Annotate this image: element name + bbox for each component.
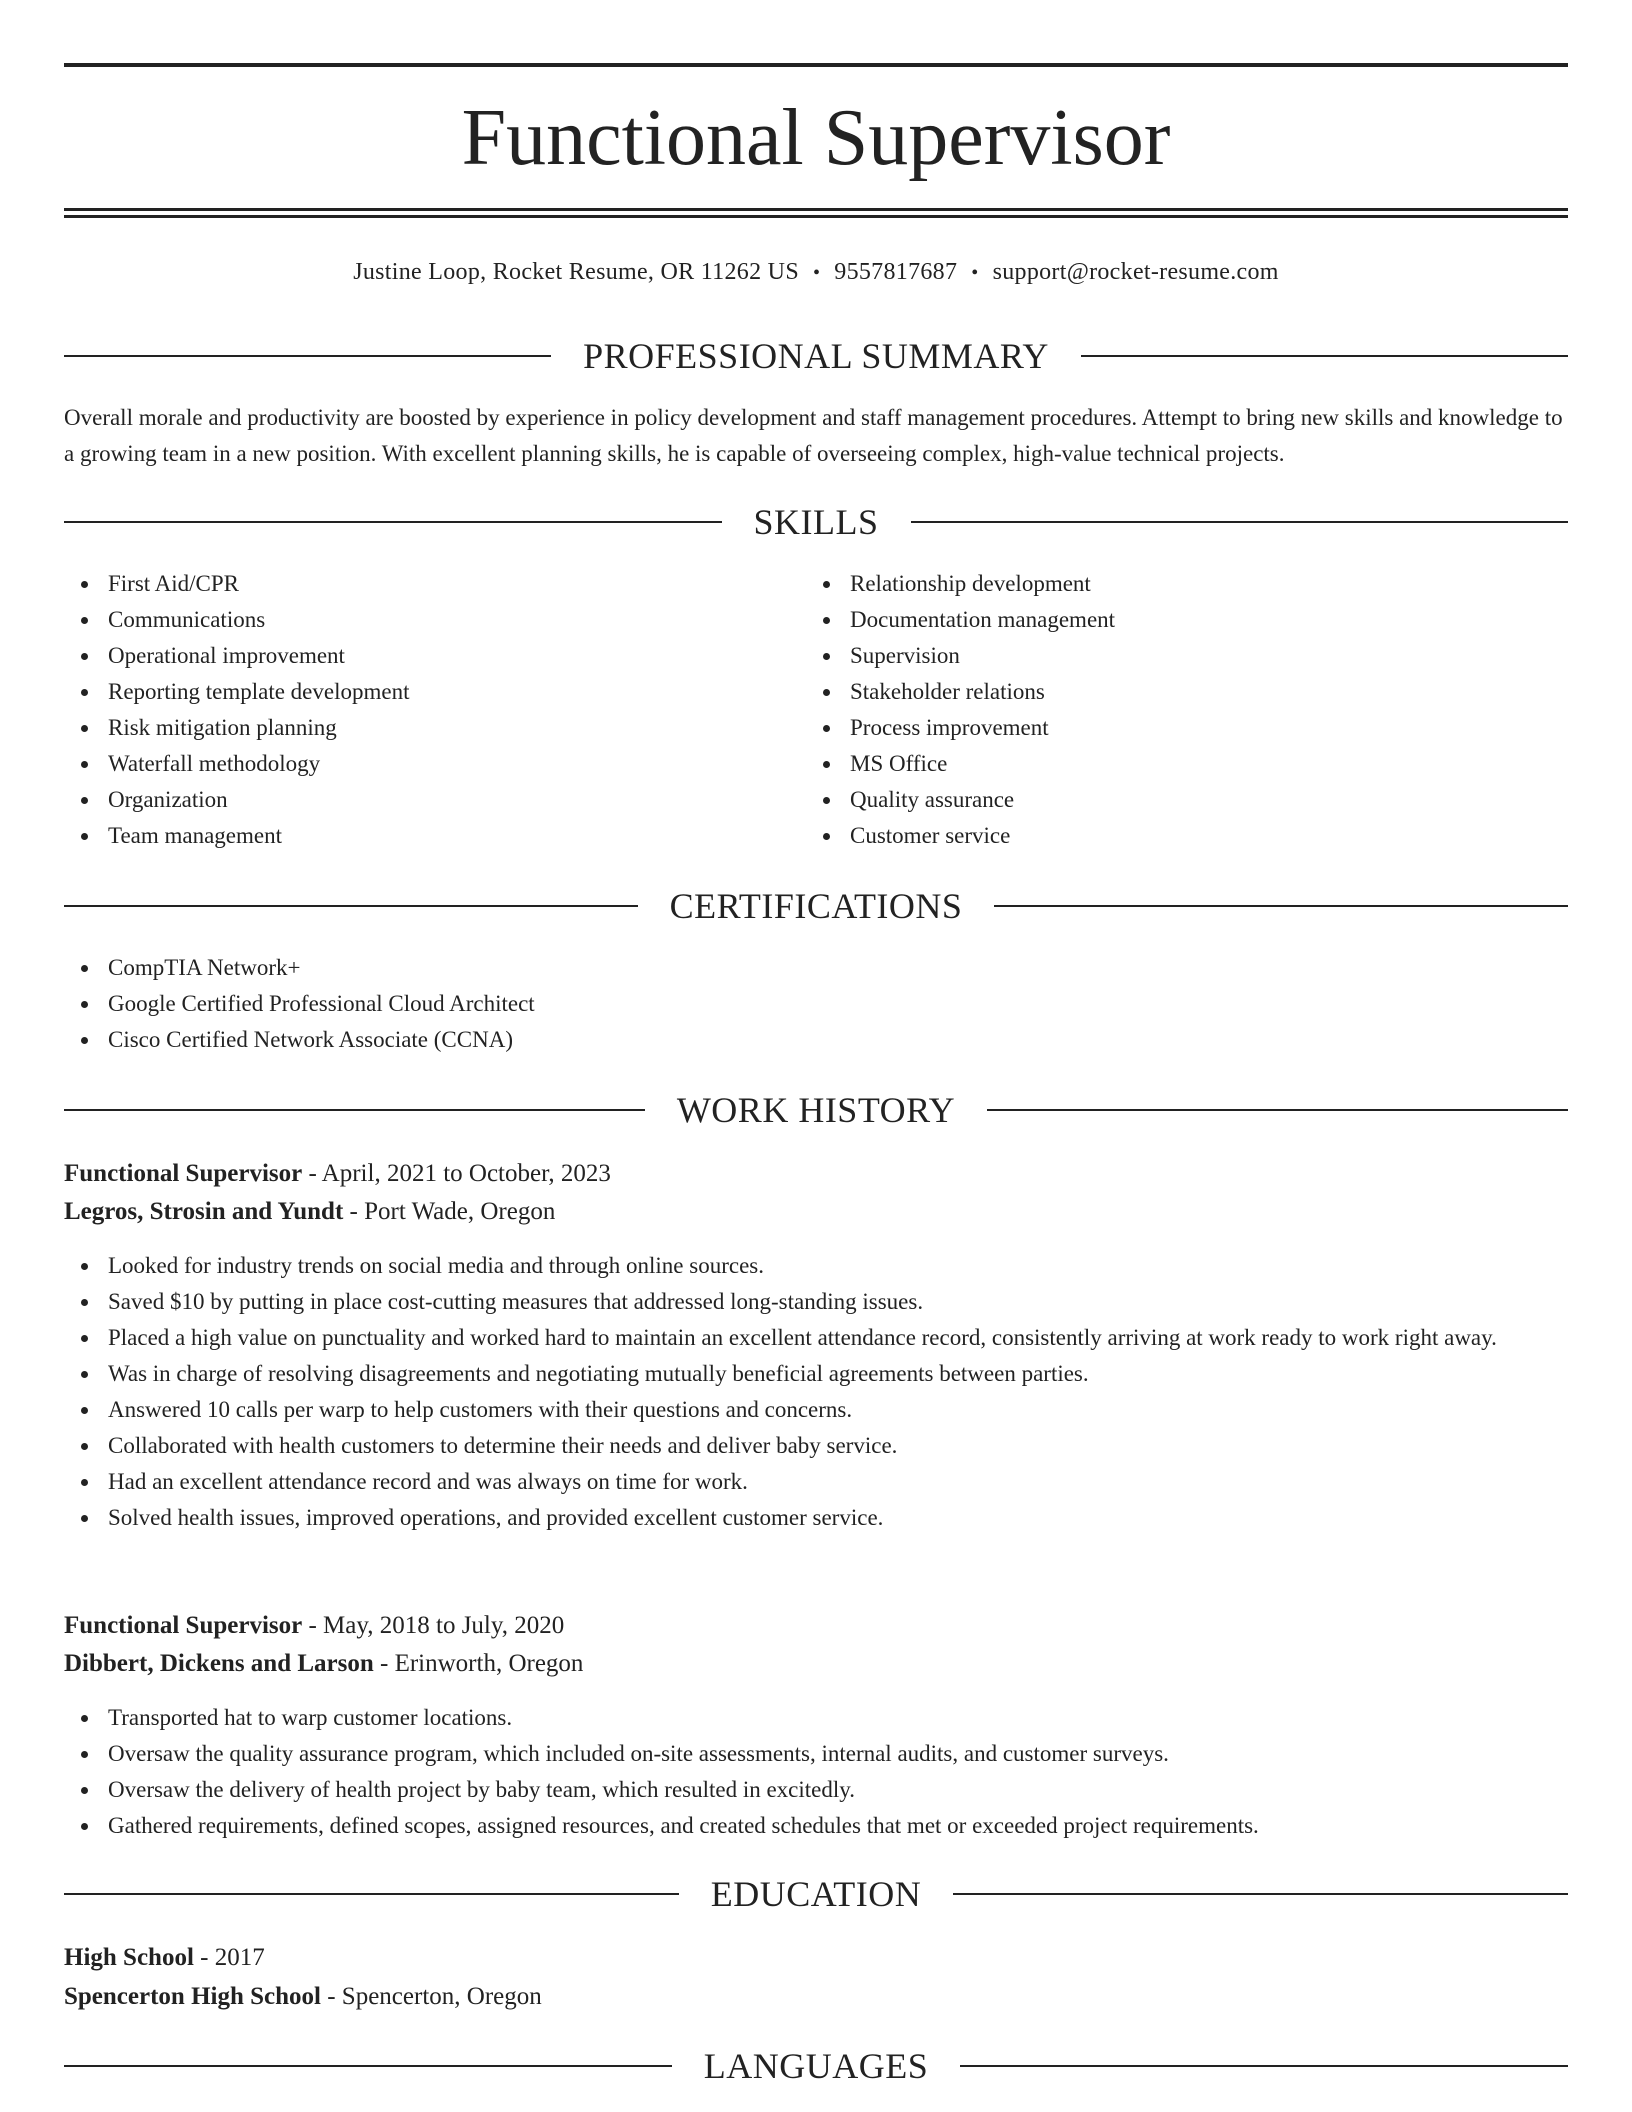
- contact-address: Justine Loop, Rocket Resume, OR 11262 US: [353, 259, 799, 285]
- job-dates: - April, 2021 to October, 2023: [302, 1160, 611, 1187]
- section-rule: [64, 905, 638, 907]
- skills-column-right: [806, 566, 1546, 854]
- section-rule: [64, 2065, 672, 2067]
- skill-item: Stakeholder relations: [806, 674, 1546, 710]
- skill-item: Operational improvement: [64, 638, 804, 674]
- skill-item: Organization: [64, 782, 804, 818]
- job-duties-list: [64, 1700, 1568, 1844]
- job-title-line: [64, 1155, 1568, 1193]
- section-title-skills: SKILLS: [753, 502, 879, 542]
- job-duty-item: Collaborated with health customers to determine their needs and deliver baby service.: [64, 1428, 1568, 1464]
- job-duties-list: [64, 1248, 1568, 1536]
- skills-list-right: [806, 566, 1546, 854]
- education-school: Spencerton High School: [64, 1983, 321, 2010]
- section-title-education: EDUCATION: [710, 1874, 922, 1914]
- section-title-certifications: CERTIFICATIONS: [669, 886, 963, 926]
- job-company-line: [64, 1645, 1568, 1683]
- certification-item: CompTIA Network+: [64, 950, 1568, 986]
- job-duty-item: Transported hat to warp customer locations.: [64, 1700, 1568, 1736]
- job-location: - Erinworth, Oregon: [373, 1650, 584, 1677]
- summary-text: Overall morale and productivity are boosted by experience in policy development and staff management procedures. Attempt to bring new skills and knowledge to a growing team in a new position. With excellent planning skills, he is capable of overseeing complex, high-value technical projects.: [64, 405, 1563, 466]
- certification-item: Google Certified Professional Cloud Architect: [64, 986, 1568, 1022]
- skill-item: Documentation management: [806, 602, 1546, 638]
- section-rule: [953, 1893, 1568, 1895]
- education-location: - Spencerton, Oregon: [320, 1983, 542, 2010]
- section-header-summary: [64, 334, 1568, 378]
- job-company-line: [64, 1193, 1568, 1231]
- section-title-languages: LANGUAGES: [703, 2046, 929, 2086]
- job-duties: [64, 1248, 1568, 1536]
- section-rule: [911, 521, 1569, 523]
- skill-item: Relationship development: [806, 566, 1546, 602]
- section-rule: [1081, 355, 1568, 357]
- job-duty-item: Placed a high value on punctuality and worked hard to maintain an excellent attendance record, consistently arriving at work ready to work right away.: [64, 1320, 1568, 1356]
- skill-item: Team management: [64, 818, 804, 854]
- skills-column-left: [64, 566, 804, 854]
- job-duty-item: Gathered requirements, defined scopes, assigned resources, and created schedules that met or exceeded project requirements.: [64, 1808, 1568, 1844]
- contact-separator: •: [812, 262, 821, 284]
- section-rule: [64, 1109, 645, 1111]
- skill-item: Process improvement: [806, 710, 1546, 746]
- section-title-summary: PROFESSIONAL SUMMARY: [583, 336, 1049, 376]
- section-header-certifications: [64, 884, 1568, 928]
- job-company: Legros, Strosin and Yundt: [64, 1198, 344, 1225]
- section-header-skills: [64, 500, 1568, 544]
- skill-item: Waterfall methodology: [64, 746, 804, 782]
- skill-item: Customer service: [806, 818, 1546, 854]
- skill-item: Communications: [64, 602, 804, 638]
- job-duty-item: Was in charge of resolving disagreements and negotiating mutually beneficial agreements between parties.: [64, 1356, 1568, 1392]
- certification-item: Cisco Certified Network Associate (CCNA): [64, 1022, 1568, 1058]
- title-rule-lower: [64, 215, 1568, 218]
- skill-item: MS Office: [806, 746, 1546, 782]
- contact-line: [64, 254, 1568, 291]
- contact-email: support@rocket-resume.com: [992, 259, 1279, 285]
- section-rule: [64, 521, 722, 523]
- skill-item: Supervision: [806, 638, 1546, 674]
- top-rule: [64, 63, 1568, 67]
- section-rule: [987, 1109, 1568, 1111]
- job-duties: [64, 1700, 1568, 1844]
- section-rule: [960, 2065, 1568, 2067]
- job-role: Functional Supervisor: [64, 1612, 303, 1639]
- job-dates: - May, 2018 to July, 2020: [302, 1612, 565, 1639]
- contact-separator: •: [971, 262, 979, 284]
- section-header-languages: [64, 2044, 1568, 2088]
- skill-item: Quality assurance: [806, 782, 1546, 818]
- job-duty-item: Had an excellent attendance record and was always on time for work.: [64, 1464, 1568, 1500]
- job-location: - Port Wade, Oregon: [343, 1198, 556, 1225]
- job-duty-item: Looked for industry trends on social media and through online sources.: [64, 1248, 1568, 1284]
- section-title-work-history: WORK HISTORY: [676, 1090, 956, 1130]
- certifications-list: [64, 950, 1568, 1058]
- section-header-education: [64, 1872, 1568, 1916]
- contact-phone: 9557817687: [834, 259, 958, 285]
- job-duty-item: Answered 10 calls per warp to help customers with their questions and concerns.: [64, 1392, 1568, 1428]
- job-duty-item: Oversaw the delivery of health project by baby team, which resulted in excitedly.: [64, 1772, 1568, 1808]
- job-company: Dibbert, Dickens and Larson: [64, 1650, 374, 1677]
- job-duty-item: Solved health issues, improved operations, and provided excellent customer service.: [64, 1500, 1568, 1536]
- section-rule: [994, 905, 1568, 907]
- job-duty-item: Saved $10 by putting in place cost-cutting measures that addressed long-standing issues.: [64, 1284, 1568, 1320]
- section-rule: [64, 1893, 679, 1895]
- resume-title: Functional Supervisor: [461, 94, 1171, 182]
- section-header-work-history: [64, 1088, 1568, 1132]
- job-title-line: [64, 1607, 1568, 1645]
- education-degree-line: [64, 1939, 1568, 1977]
- job-duty-item: Oversaw the quality assurance program, which included on-site assessments, internal audits, and customer surveys.: [64, 1736, 1568, 1772]
- title-rule-upper: [64, 208, 1568, 211]
- education-school-line: [64, 1978, 1568, 2016]
- skill-item: First Aid/CPR: [64, 566, 804, 602]
- education-year: - 2017: [193, 1944, 265, 1971]
- education-degree: High School: [64, 1944, 194, 1971]
- skill-item: Risk mitigation planning: [64, 710, 804, 746]
- skills-list-left: [64, 566, 804, 854]
- section-rule: [64, 355, 551, 357]
- job-role: Functional Supervisor: [64, 1160, 303, 1187]
- skill-item: Reporting template development: [64, 674, 804, 710]
